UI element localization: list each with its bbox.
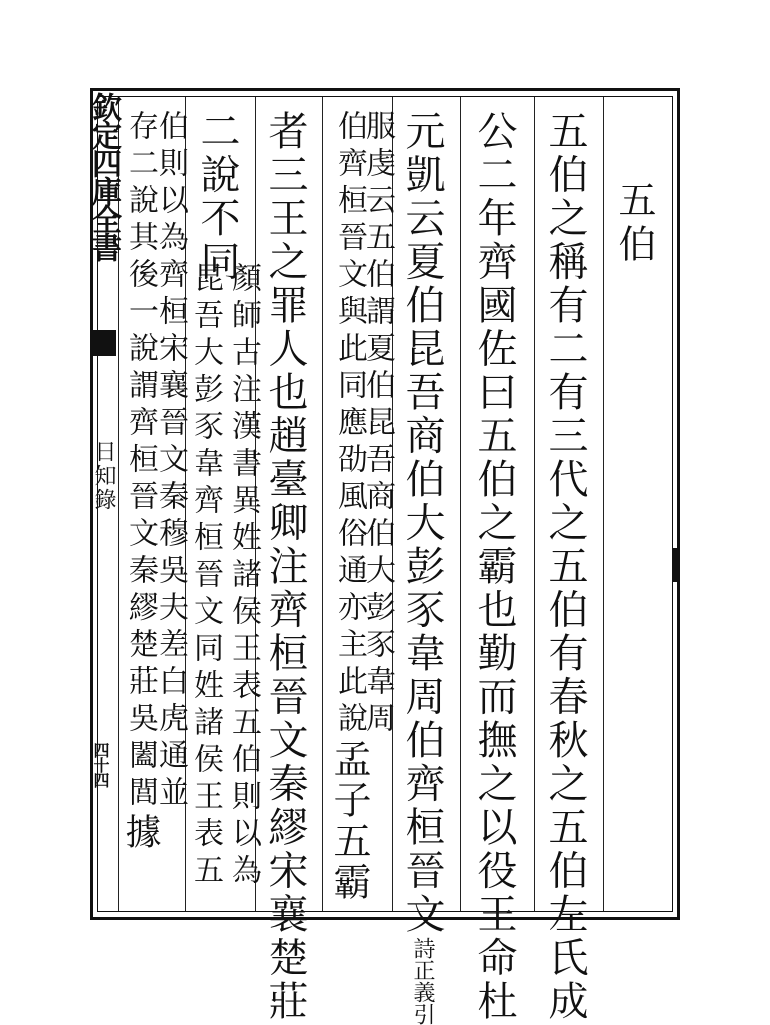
comment-column-6-text: 存二說其後一說謂齊桓晉文秦繆楚莊吳闔閭	[123, 110, 158, 813]
book-title: 日知錄	[91, 440, 116, 512]
text-column-2: 公二年齊國佐曰五伯之霸也勤而撫之以役王命杜	[471, 110, 517, 1024]
column-rule	[603, 97, 604, 911]
text-column-5-main: 二說不同	[194, 110, 240, 284]
comment-column-6-tail: 據	[120, 813, 161, 856]
edge-mark	[672, 548, 679, 582]
fish-tail-mark	[90, 330, 116, 356]
text-column-3-main: 元凱云夏伯昆吾商伯大彭豕韋周伯齊桓晉文	[399, 110, 445, 937]
inline-note: 詩正義引	[410, 936, 435, 1025]
column-rule	[534, 97, 535, 911]
comment-column-3: 顏師古注漢書異姓諸侯王表五伯則以為	[226, 262, 261, 891]
comment-column-2	[327, 110, 371, 903]
column-rule	[322, 97, 323, 911]
page-number: 四十四	[91, 742, 110, 787]
text-column-4: 者三王之罪人也趙臺卿注齊桓晉文秦繆宋襄楚莊	[262, 110, 308, 1024]
comment-column-2-text: 伯齊桓晉文與此同應劭風俗通亦主此說	[332, 110, 367, 739]
comment-column-4: 昆吾大彭豕韋齊桓晉文同姓諸侯王表五	[188, 262, 223, 891]
comment-column-6	[120, 110, 161, 856]
comment-column-5	[153, 110, 188, 813]
comment-column-5-tail: 白虎通並	[153, 665, 188, 813]
text-column-3	[399, 110, 445, 1025]
section-heading: 五伯	[612, 180, 656, 268]
text-column-1: 五伯之稱有二有三代之五伯有春秋之五伯左氏成	[542, 110, 588, 1024]
text-column-5	[194, 110, 240, 284]
column-rule	[460, 97, 461, 911]
comment-column-5-text: 伯則以為齊桓宋襄晉文秦穆吳夫差	[153, 110, 188, 665]
series-title: 欽定四庫全書	[86, 92, 121, 260]
comment-column-1: 服虔云五伯謂夏伯昆吾商伯大彭豕韋周	[360, 110, 395, 739]
comment-column-2-tail: 孟子五霸	[327, 739, 371, 903]
